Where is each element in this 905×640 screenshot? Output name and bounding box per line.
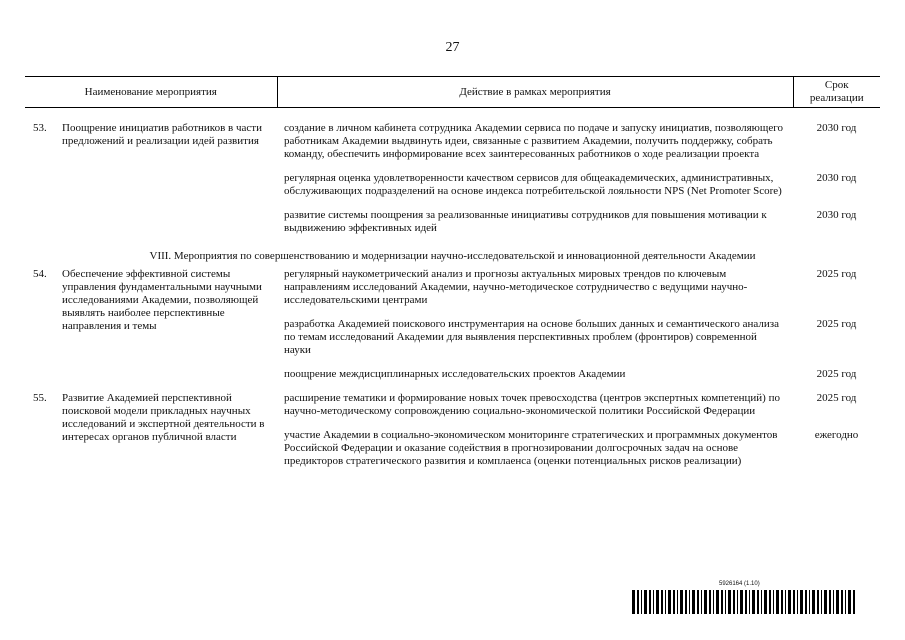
page-number: 27 [445, 40, 460, 55]
action-term: 2030 год [816, 209, 857, 221]
header-action: Действие в рамках мероприятия [277, 77, 793, 108]
barcode-image [632, 590, 857, 614]
header-term: Срок реализации [793, 77, 880, 108]
measures-table [25, 76, 880, 479]
item-number: 54. [33, 268, 47, 280]
action-term: 2030 год [816, 172, 857, 184]
table-row [25, 268, 880, 307]
action-text: участие Академии в социально-экономическом мониторинге стратегических и программных документов Российской Федерации и оказание содействия в прогнозировании долгосрочных задач на основе предикторов стратегического развития и комплаенса (оценки потенциальных рисков реализации) [284, 429, 778, 467]
row-gap [25, 381, 880, 392]
item-number: 53. [33, 122, 47, 134]
item-name: Поощрение инициатив работников в части предложений и реализации идей развития [62, 122, 262, 147]
action-text: разработка Академией поискового инструментария на основе больших данных и семантического анализа по темам исследований Академии для выявления перспективных проблем (фронтиров) современной науки [284, 318, 779, 356]
action-term: 2025 год [816, 268, 857, 280]
action-text: регулярный наукометрический анализ и прогнозы актуальных мировых трендов по ключевым направлениям исследований Академии, научно-методическое сотрудничество с ведущими научно-исследовательскими центрами [284, 268, 748, 306]
action-text: развитие системы поощрения за реализованные инициативы сотрудников для повышения мотивации к выдвижению эффективных идей [284, 209, 767, 234]
action-text: поощрение междисциплинарных исследовательских проектов Академии [284, 368, 626, 380]
item-name: Обеспечение эффективной системы управления фундаментальными научными исследованиями Академии, позволяющей выявлять наиболее перспективные направления и темы [62, 268, 262, 332]
table-body [25, 108, 880, 480]
table-spacer [25, 108, 880, 123]
action-term: 2025 год [816, 392, 857, 404]
header-name: Наименование мероприятия [25, 77, 277, 108]
section-heading: VIII. Мероприятия по совершенствованию и модернизации научно-исследовательской и инновационной деятельности Академии [149, 250, 756, 262]
item-name: Развитие Академией перспективной поисковой модели прикладных научных исследований и экспертной деятельности в интересах органов публичной власти [62, 392, 265, 443]
action-term: 2025 год [816, 368, 857, 380]
row-gap [25, 235, 880, 246]
action-text: создание в личном кабинета сотрудника Академии сервиса по подаче и запуску инициатив, позволяющего работникам Академии выдвинуть идеи, связанные с развитием Академии, получить поддержку, собрать команду, обеспечить информирование всех заинтересованных работников о ходе реализации проекта [284, 122, 783, 160]
item-number: 55. [33, 392, 47, 404]
action-text: регулярная оценка удовлетворенности качеством сервисов для общеакадемических, административных, обслуживающих подразделений на основе индекса потребительской лояльности NPS (Net Promoter Score) [284, 172, 782, 197]
row-gap [25, 468, 880, 479]
table-row [25, 392, 880, 418]
action-term: 2025 год [816, 318, 857, 330]
action-term: ежегодно [814, 429, 859, 441]
table-row [25, 122, 880, 161]
action-text: расширение тематики и формирование новых точек превосходства (центров экспертных компетенций) по научно-методическому сопровождению социально-экономической политики Российской Федерации [284, 392, 780, 417]
section-heading-row [25, 246, 880, 268]
table-header-row [25, 77, 880, 108]
barcode-label: 5926164 (1.10) [719, 581, 760, 587]
action-term: 2030 год [816, 122, 857, 134]
